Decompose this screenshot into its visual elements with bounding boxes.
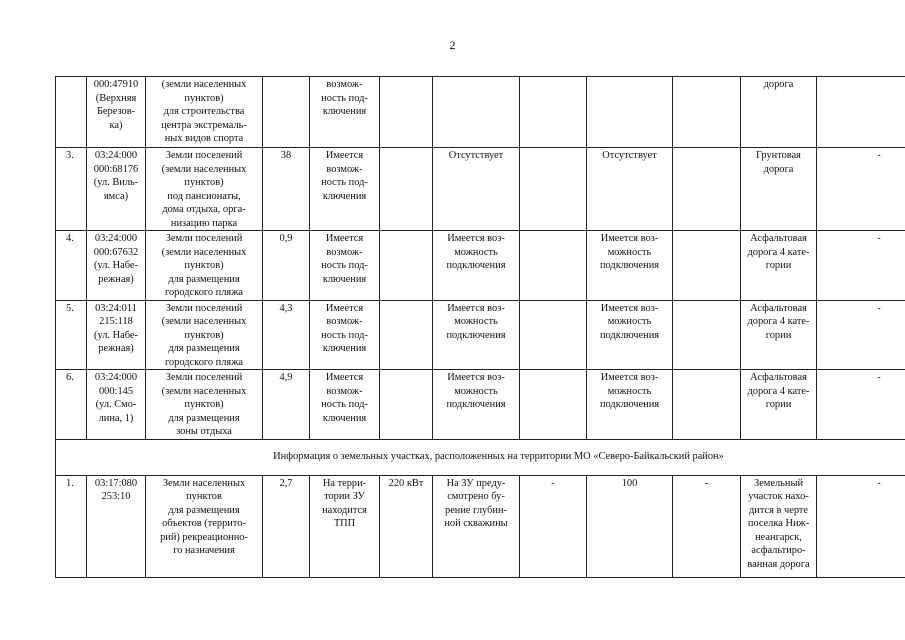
cell-text: Отсутствует [602, 150, 657, 161]
cell-text: Земли населенных пунктов для размещения объектов (террито- рий) рекреационно- го назначения [160, 477, 248, 556]
land-plots-table [55, 76, 905, 578]
cell-text: Имеется воз- можность подключения [446, 372, 506, 410]
cell-area [263, 77, 310, 148]
cell-number [56, 300, 87, 370]
cell-text: - [877, 233, 881, 244]
cell-electricity [310, 77, 380, 148]
cell-text: Асфальтовая дорога 4 кате- гории [747, 302, 810, 341]
cell-text: 1. [66, 477, 74, 489]
cell-text: 03:24:000 000:145 (ул. Смо- лина, 1) [94, 372, 138, 424]
cell-sewerage [587, 148, 673, 231]
cell-electricity [310, 475, 380, 577]
cell-number [56, 148, 87, 231]
cell-power [380, 370, 433, 440]
cell-water [433, 148, 520, 231]
cell-text: Имеется воз- можность подключения [446, 302, 506, 341]
cell-cadastral [87, 370, 146, 440]
cell-number [56, 475, 87, 577]
cell-text: Имеется возмож- ность под- ключения [321, 150, 368, 202]
cell-text: - [704, 477, 709, 489]
cell-number [56, 231, 87, 301]
cell-cadastral [87, 300, 146, 370]
cell-text: - [877, 477, 881, 489]
cell-sewerage-volume [673, 231, 741, 301]
cell-sewerage-volume [673, 475, 741, 577]
cell-water-volume [520, 475, 587, 577]
cell-cadastral [87, 77, 146, 148]
cell-text: возмож- ность под- ключения [321, 79, 368, 117]
cell-electricity [310, 148, 380, 231]
cell-land-category [146, 475, 263, 577]
cell-sewerage [587, 231, 673, 301]
cell-text: Отсутствует [448, 150, 504, 161]
cell-text: - [877, 150, 881, 161]
cell-text: (земли населенных пунктов) для строительства центра экстремаль- ных видов спорта [161, 79, 247, 144]
table-row-continued [56, 77, 905, 148]
cell-text: 220 кВт [388, 477, 424, 489]
cell-road [741, 475, 817, 577]
cell-power [380, 300, 433, 370]
table-row [56, 148, 905, 231]
cell-number [56, 77, 87, 148]
cell-area [263, 300, 310, 370]
cell-text: 03:24:000 000:68176 (ул. Виль- ямса) [93, 150, 139, 202]
cell-text: 2,7 [279, 477, 293, 489]
cell-text: Имеется воз- можность подключения [446, 233, 506, 271]
section-header-row [56, 439, 905, 475]
cell-text: 6. [66, 372, 74, 383]
cell-land-category [146, 231, 263, 301]
cell-sewerage-volume [673, 148, 741, 231]
cell-power [380, 475, 433, 577]
cell-electricity [310, 300, 380, 370]
cell-text: Грунтовая дорога [756, 150, 801, 175]
cell-text: 4,9 [279, 372, 293, 383]
cell-sewerage [587, 370, 673, 440]
cell-road [741, 370, 817, 440]
cell-road [741, 77, 817, 148]
cell-electricity [310, 231, 380, 301]
cell-land-category [146, 148, 263, 231]
cell-text: дорога [763, 79, 794, 90]
cell-road [741, 148, 817, 231]
cell-area [263, 231, 310, 301]
table-row [56, 231, 905, 301]
cell-sewerage [587, 300, 673, 370]
cell-text: Имеется воз- можность подключения [599, 302, 660, 341]
cell-land-category [146, 77, 263, 148]
cell-area [263, 370, 310, 440]
cell-sewerage [587, 475, 673, 577]
cell-text: Земли поселений (земли населенных пунктов) для размещения городского пляжа [161, 302, 247, 368]
cell-other [817, 231, 905, 301]
cell-other [817, 148, 905, 231]
cell-water-volume [520, 148, 587, 231]
cell-water-volume [520, 77, 587, 148]
cell-sewerage-volume [673, 77, 741, 148]
cell-water [433, 77, 520, 148]
cell-sewerage-volume [673, 370, 741, 440]
cell-cadastral [87, 231, 146, 301]
cell-text: 5. [66, 302, 74, 314]
cell-land-category [146, 370, 263, 440]
cell-cadastral [87, 148, 146, 231]
cell-text: Земли поселений (земли населенных пунктов) под пансионаты, дома отдыха, орга- низацию парка [161, 150, 247, 229]
cell-text: Имеется возмож- ность под- ключения [321, 302, 368, 354]
cell-other [817, 370, 905, 440]
cell-text: Имеется воз- можность подключения [599, 372, 660, 410]
cell-power [380, 77, 433, 148]
cell-water [433, 370, 520, 440]
cell-text: 03:24:000 000:67632 (ул. Набе- режная) [93, 233, 139, 285]
table-row [56, 475, 905, 577]
cell-text: Имеется воз- можность подключения [599, 233, 660, 271]
cell-power [380, 148, 433, 231]
cell-sewerage [587, 77, 673, 148]
cell-text: Имеется возмож- ность под- ключения [321, 233, 368, 285]
cell-area [263, 475, 310, 577]
cell-other [817, 300, 905, 370]
cell-text: - [877, 372, 881, 383]
cell-text: 03:17:080 253:10 [94, 477, 138, 502]
cell-text: - [551, 477, 555, 489]
cell-other [817, 475, 905, 577]
cell-text: 38 [280, 150, 292, 161]
cell-text: 0,9 [279, 233, 293, 244]
table-row [56, 370, 905, 440]
cell-text: Имеется возмож- ность под- ключения [321, 372, 368, 424]
cell-water-volume [520, 300, 587, 370]
cell-text: Земельный участок нахо- дится в черте поселка Ниж- неангарск, асфальтиро- ванная дорога [747, 477, 810, 570]
cell-text: 3. [66, 150, 74, 161]
cell-water-volume [520, 370, 587, 440]
cell-text: Земли поселений (земли населенных пунктов) для размещения зоны отдыха [161, 372, 247, 437]
cell-area [263, 148, 310, 231]
cell-text: Асфальтовая дорога 4 кате- гории [747, 372, 810, 410]
cell-road [741, 231, 817, 301]
section-title: Информация о земельных участках, расположенных на территории МО «Северо-Байкальский район» [56, 439, 905, 475]
cell-text: 100 [621, 477, 638, 489]
cell-water [433, 300, 520, 370]
page-number: 2 [449, 38, 456, 52]
cell-text: 000:47910 (Верхняя Березов- ка) [93, 79, 139, 131]
cell-text: - [877, 302, 881, 314]
cell-text: 4,3 [279, 302, 293, 314]
cell-text: 4. [66, 233, 74, 244]
cell-sewerage-volume [673, 300, 741, 370]
cell-power [380, 231, 433, 301]
cell-electricity [310, 370, 380, 440]
cell-other [817, 77, 905, 148]
cell-cadastral [87, 475, 146, 577]
cell-land-category [146, 300, 263, 370]
cell-text: Асфальтовая дорога 4 кате- гории [747, 233, 810, 271]
cell-water-volume [520, 231, 587, 301]
cell-text: Земли поселений (земли населенных пунктов) для размещения городского пляжа [161, 233, 247, 298]
table-row [56, 300, 905, 370]
cell-number [56, 370, 87, 440]
cell-text: 03:24:011 215:118 (ул. Набе- режная) [94, 302, 138, 354]
cell-text: На ЗУ преду- смотрено бу- рение глубин- ной скважины [444, 477, 508, 529]
cell-water [433, 231, 520, 301]
cell-road [741, 300, 817, 370]
cell-water [433, 475, 520, 577]
cell-text: На терри- тории ЗУ находится ТПП [322, 477, 367, 529]
